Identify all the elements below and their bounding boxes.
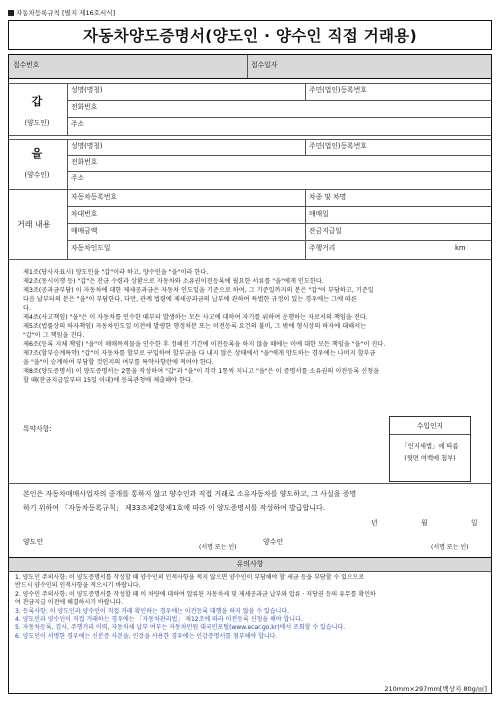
transferor-party-label: 갑 (양도인) — [24, 95, 50, 127]
note-line: 4. 양도인과 양수인이 직접 거래하는 경우에는 「자동차관리법」 제12조에 따라 이전등록 신청을 해야 합니다. — [15, 615, 303, 623]
article-line: 할 때(잔금지급일부터 15일 이내)에 등록관청에 제출해야 한다. — [23, 376, 193, 384]
note-line: 6. 양도인이 서명한 경우에는 신분증 사본을, 인장을 사용한 경우에는 인감증명서를 첨부해야 합니다. — [15, 632, 278, 640]
transferee-party-label: 을 (양수인) — [24, 147, 50, 179]
transferee-phone-label: 전화번호 — [71, 158, 98, 166]
transaction-label: 거래 내용 — [17, 220, 51, 229]
note-line: 반드시 양수인의 인적사항을 적으시기 바랍니다. — [15, 582, 141, 590]
transferor-phone-label: 전화번호 — [71, 103, 98, 111]
contract-articles — [23, 269, 485, 386]
transferee-id-label: 주민(법인)등록번호 — [309, 142, 367, 150]
vin-label: 차대번호 — [71, 210, 98, 218]
article-line: 제1조(당사자표시) 양도인을 "갑"이라 하고, 양수인을 "을"이라 한다. — [23, 269, 209, 276]
note-line: 2. 양수인 주의사항: 이 양도증명서를 작성할 때 이 차량에 대하여 압류된 자동차세 및 제세공과금 납부와 압류 · 저당권 등의 유무를 확인하 — [15, 590, 376, 598]
form-body — [8, 54, 492, 694]
stamp-title: 수입인지 — [416, 422, 444, 430]
transferor-sign-hint: (서명 또는 인) — [199, 544, 237, 551]
regulation-reference: 자동차등록규칙 [별지 제16호서식] — [8, 8, 115, 17]
stamp-line-1: 「인지세법」에 따름 — [401, 443, 459, 450]
transferor-name-label: 성명(명칭) — [71, 86, 103, 94]
transferor-sign-label: 양도인 — [23, 538, 44, 546]
special-terms-label: 특약사항: — [23, 425, 52, 433]
stamp-line-2: (뒷면 여백에 첨부) — [404, 455, 456, 462]
delivery-date-label: 자동차인도일 — [71, 244, 111, 252]
paper-size-footer: 210mm×297mm[백상지 80g/㎡] — [384, 685, 487, 693]
reg-number-label: 자동차등록번호 — [71, 193, 117, 201]
note-line: 3. 등록사항: 이 양도인과 양수인이 직접 거래 확인하는 경우에는 이전등록 대행을 하지 않을 수 있습니다. — [15, 607, 289, 615]
transferor-id-label: 주민(법인)등록번호 — [309, 86, 367, 94]
date-day: 일 — [471, 519, 478, 527]
article-line: 다. — [23, 304, 31, 312]
transferee-name-label: 성명(명칭) — [71, 142, 103, 150]
article-line: 제8조(양도증명서) 이 양도증명서는 2통을 작성하여 "갑"과 "을"이 각각 1통씩 지니고 "을"은 이 증명서를 소유권의 이전등록 신청을 — [23, 367, 380, 375]
note-line: 5. 자동차등록, 검사, 주행거리 이력, 자동차세 납부 여부는 자동차민원 대국민포털(www.ecar.go.kr)에서 조회할 수 있습니다. — [15, 624, 346, 632]
declaration-line-2: 하기 위하여 「자동차등록규칙」 제33조제2항제1호에 따라 이 양도증명서를 작성하여 발급합니다. — [23, 504, 326, 512]
mileage-label: 주행거리 — [309, 244, 336, 252]
article-line: 제4조(사고책임) "을"은 이 자동차를 인수한 때부터 발생하는 모든 사고에 대하여 자기를 위하여 운행하는 자로서의 책임을 진다. — [23, 313, 368, 321]
square-bullet-icon — [8, 10, 14, 16]
car-type-label: 차종 및 차명 — [309, 193, 347, 201]
article-line: 제2조(동시이행 등) "갑"은 잔금 수령과 상환으로 자동차와 소유권이전등록에 필요한 서류를 "을"에게 인도한다. — [23, 277, 324, 285]
balance-date-label: 잔금지급일 — [309, 227, 342, 235]
article-line: 제3조(공과금부담) 이 자동차에 대한 제세공과금은 자동차 인도일을 기준으로 하여, 그 기준일까지의 분은 "갑"이 부담하고, 기준일 — [23, 286, 374, 294]
article-line: "갑"이 그 책임을 진다. — [23, 331, 85, 339]
note-line: 1. 양도인 주의사항: 이 양도증명서를 작성할 때 양수인의 인적사항을 적지 않으면 양수인이 부담해야 할 세금 등을 부담할 수 있으므로 — [15, 574, 365, 581]
declaration-line-1: 본인은 자동차매매사업자의 중개를 통하지 않고 양수인과 직접 거래로 소유자동차를 양도하고, 그 사실을 증명 — [23, 490, 357, 498]
article-line: 제6조(등록 지체 책임) "을"이 매매목적물을 인수한 후 정해진 기간에 이전등록을 하지 않을 때에는 이에 대한 모든 책임을 "을"이 진다. — [23, 340, 386, 348]
revenue-stamp-box — [389, 416, 471, 482]
date-year: 년 — [371, 519, 378, 527]
receipt-number-label: 접수번호 — [13, 61, 40, 69]
receipt-row-bg — [9, 55, 491, 78]
sale-price-label: 매매금액 — [71, 227, 98, 235]
transferor-address-label: 주소 — [71, 120, 85, 128]
receipt-date-label: 접수일자 — [251, 61, 278, 69]
article-line: 제5조(법률상의 하자책임) 자동차인도일 이전에 발생한 행정처분 또는 이전등록 요건의 불비, 그 밖에 형식상의 하자에 대해서는 — [23, 322, 367, 330]
article-line: 을 "을"이 승계하여 부담할 것인지의 여부를 특약사항란에 적어야 한다. — [23, 358, 214, 366]
transferee-address-label: 주소 — [71, 174, 85, 182]
article-line: 제7조(할부승계특약) "갑"이 자동차를 할부로 구입하여 할부금을 다 내지 않은 상태에서 "을"에게 양도하는 경우에는 나머지 할부금 — [23, 349, 376, 357]
notes-list — [15, 574, 485, 641]
date-month: 월 — [421, 519, 428, 527]
mileage-unit: km — [455, 244, 466, 252]
notes-title: 유의사항 — [236, 560, 264, 568]
note-line: 여 잔금지급 이전에 해결하시기 바랍니다. — [15, 599, 124, 607]
transferee-sign-hint: (서명 또는 인) — [431, 544, 469, 551]
article-line: 다음 날부터의 분은 "을"이 부담한다. 다만, 관계 법령에 제세공과금의 납부에 관하여 특별한 규정이 있는 경우에는 그에 따른 — [23, 295, 357, 303]
document-title: 자동차양도증명서(양도인 · 양수인 직접 거래용) — [8, 20, 492, 50]
transferee-sign-label: 양수인 — [263, 538, 284, 546]
sale-date-label: 매매일 — [309, 210, 329, 218]
